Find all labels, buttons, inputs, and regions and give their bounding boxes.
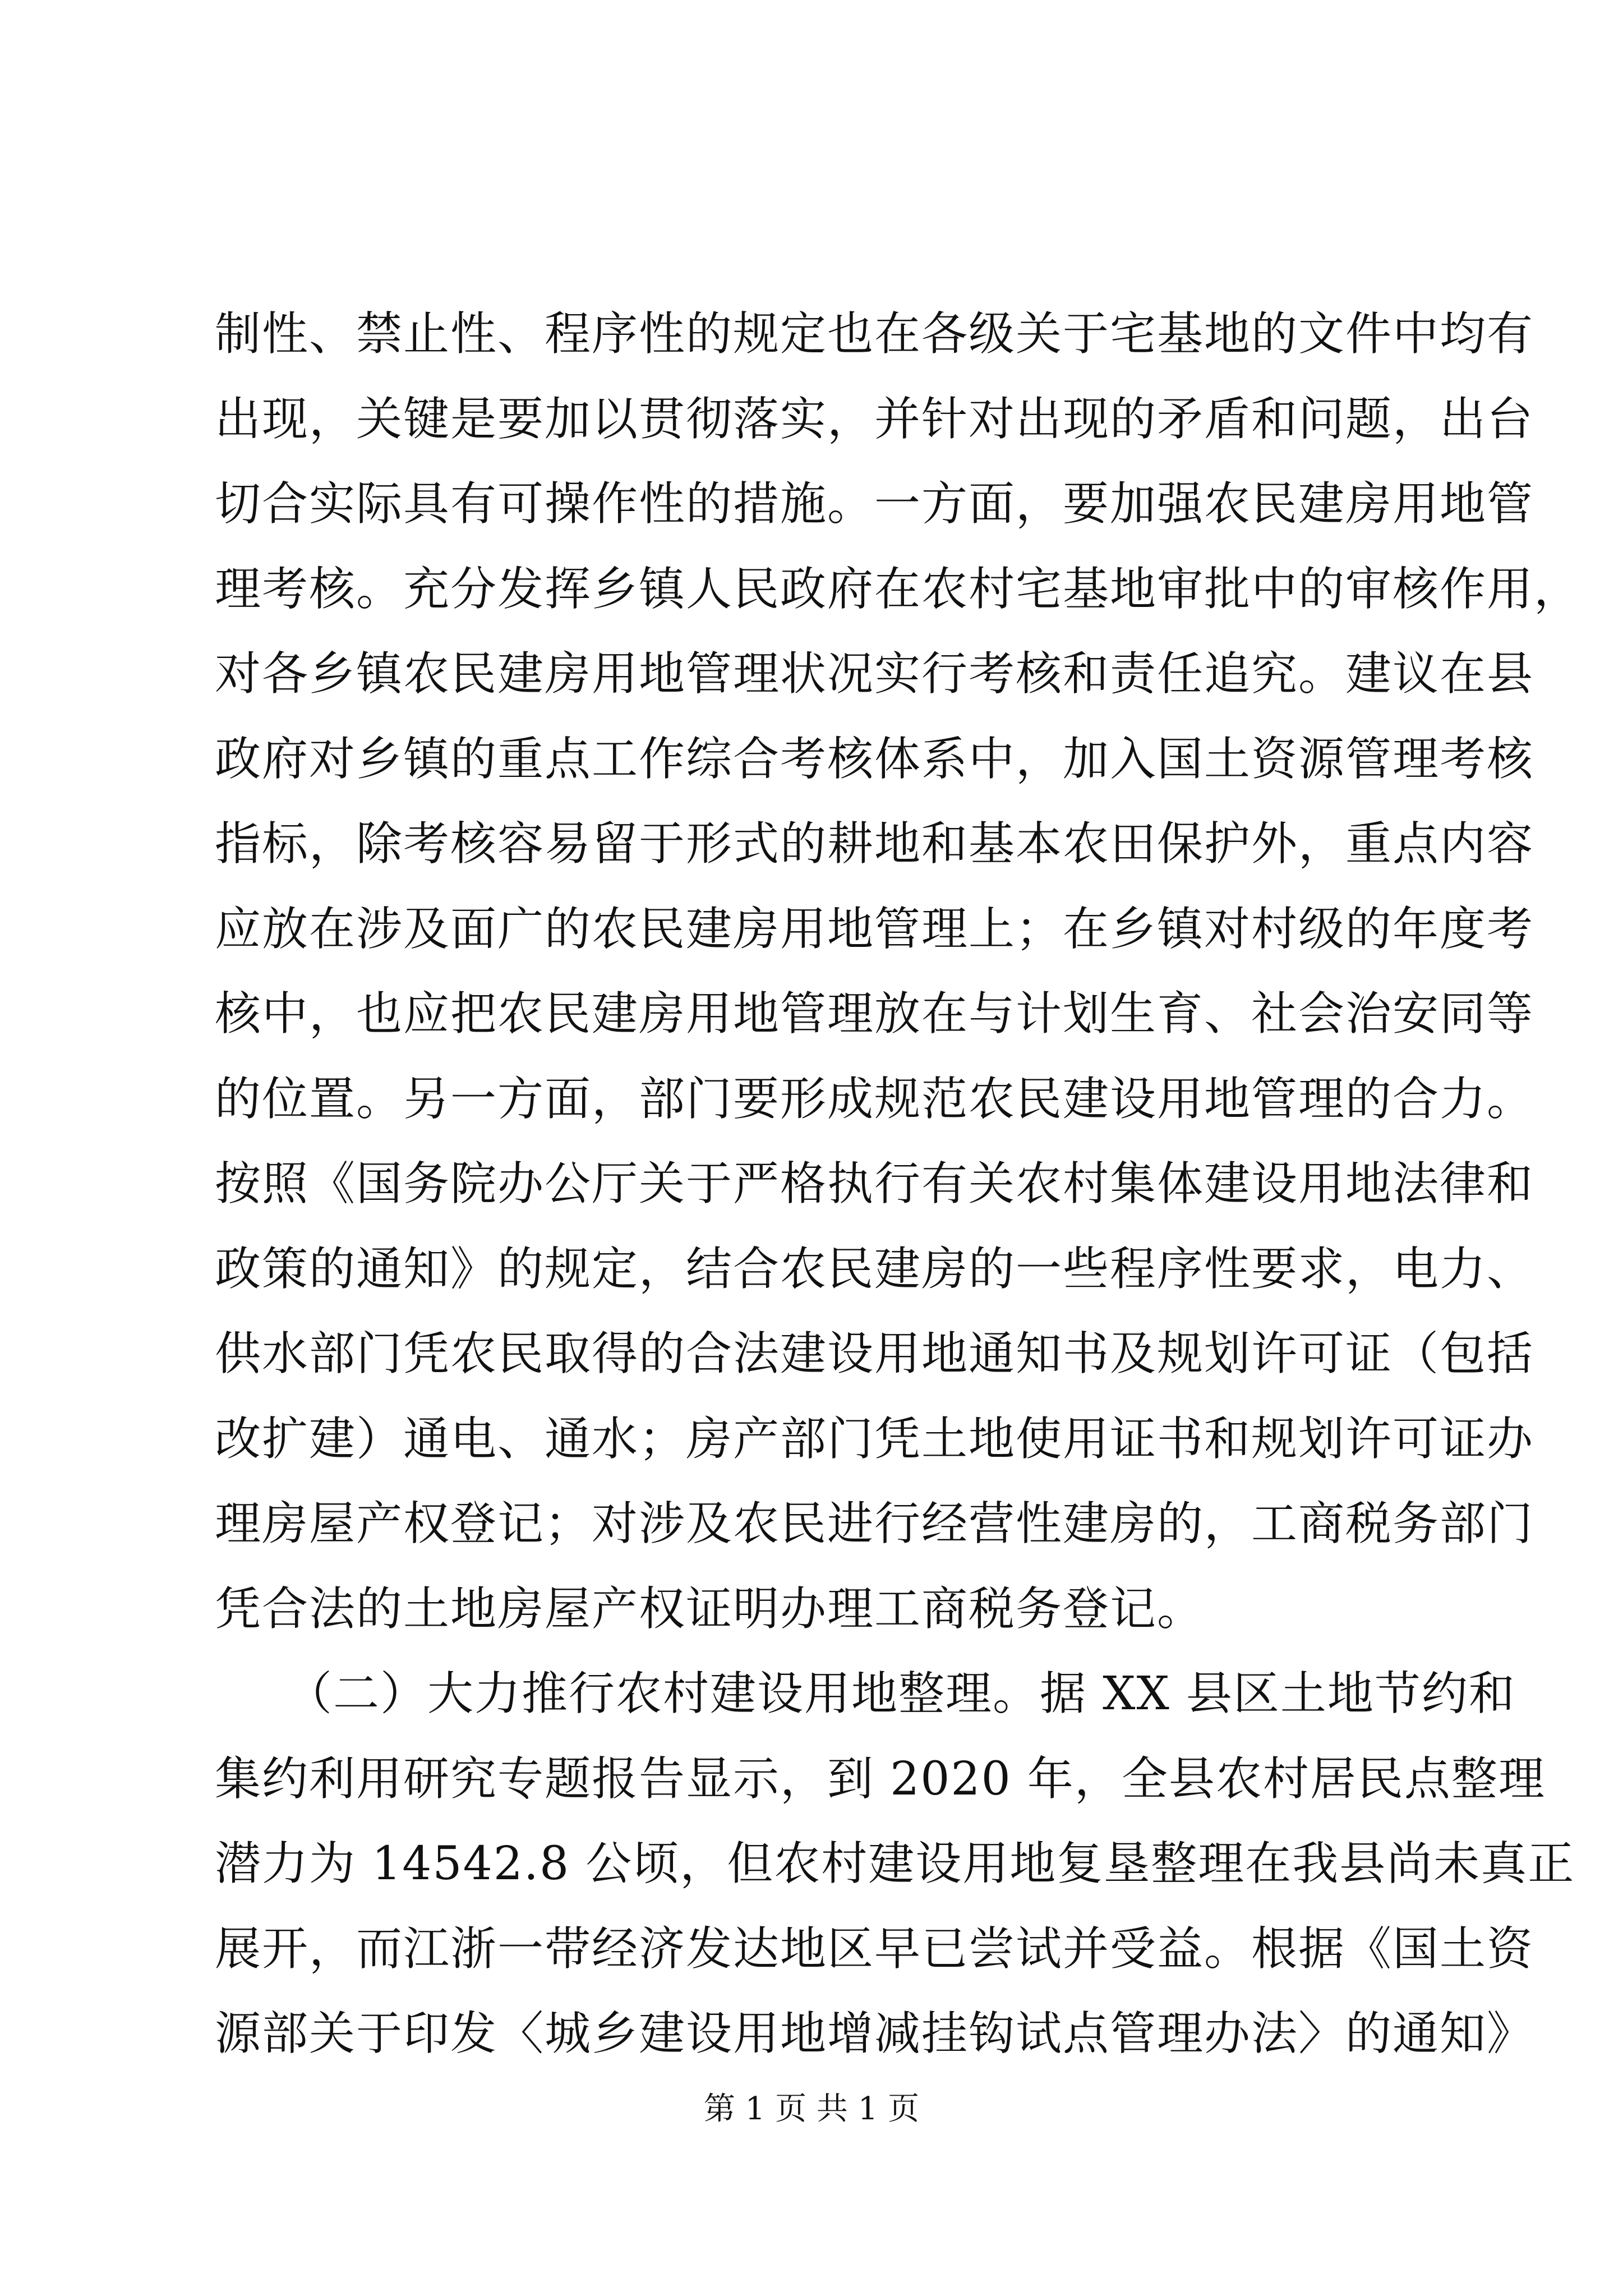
- text-line: 的位置。另一方面，部门要形成规范农民建设用地管理的合力。: [215, 1072, 1534, 1126]
- text-line: 对各乡镇农民建房用地管理状况实行考核和责任追究。建议在县: [215, 647, 1534, 701]
- text-line: 政府对乡镇的重点工作综合考核体系中，加入国土资源管理考核: [215, 732, 1534, 786]
- text-line: 切合实际具有可操作性的措施。一方面，要加强农民建房用地管: [215, 477, 1534, 531]
- page-number-label: 第 1 页 共 1 页: [703, 2091, 920, 2127]
- text-line: 核中，也应把农民建房用地管理放在与计划生育、社会治安同等: [215, 987, 1534, 1041]
- document-body: [215, 292, 1581, 2077]
- text-line: 出现，关键是要加以贯彻落实，并针对出现的矛盾和问题，出台: [215, 392, 1534, 446]
- text-line: 供水部门凭农民取得的合法建设用地通知书及规划许可证（包括: [215, 1327, 1534, 1381]
- text-line: 改扩建）通电、通水；房产部门凭土地使用证书和规划许可证办: [215, 1412, 1534, 1466]
- text-line: 潜力为 14542.8 公顷，但农村建设用地复垦整理在我县尚未真正: [215, 1837, 1575, 1890]
- text-line: 按照《国务院办公厅关于严格执行有关农村集体建设用地法律和: [215, 1157, 1534, 1211]
- text-line: 指标，除考核容易留于形式的耕地和基本农田保护外，重点内容: [215, 817, 1534, 871]
- text-line: 应放在涉及面广的农民建房用地管理上；在乡镇对村级的年度考: [215, 902, 1534, 956]
- text-line: 集约利用研究专题报告显示，到 2020 年，全县农村居民点整理: [215, 1752, 1546, 1806]
- text-line: 源部关于印发〈城乡建设用地增减挂钩试点管理办法〉的通知》: [215, 2007, 1534, 2060]
- text-line: （二）大力推行农村建设用地整理。据 XX 县区土地节约和: [215, 1667, 1516, 1720]
- page-footer: [0, 2090, 1623, 2129]
- paragraph-end-line: 凭合法的土地房屋产权证明办理工商税务登记。: [215, 1582, 1205, 1636]
- text-line: 理考核。充分发挥乡镇人民政府在农村宅基地审批中的审核作用，: [215, 562, 1581, 616]
- text-line: 政策的通知》的规定，结合农民建房的一些程序性要求，电力、: [215, 1242, 1534, 1296]
- text-line: 展开，而江浙一带经济发达地区早已尝试并受益。根据《国土资: [215, 1922, 1534, 1976]
- text-line: 制性、禁止性、程序性的规定也在各级关于宅基地的文件中均有: [215, 307, 1534, 361]
- text-line: 理房屋产权登记；对涉及农民进行经营性建房的，工商税务部门: [215, 1497, 1534, 1550]
